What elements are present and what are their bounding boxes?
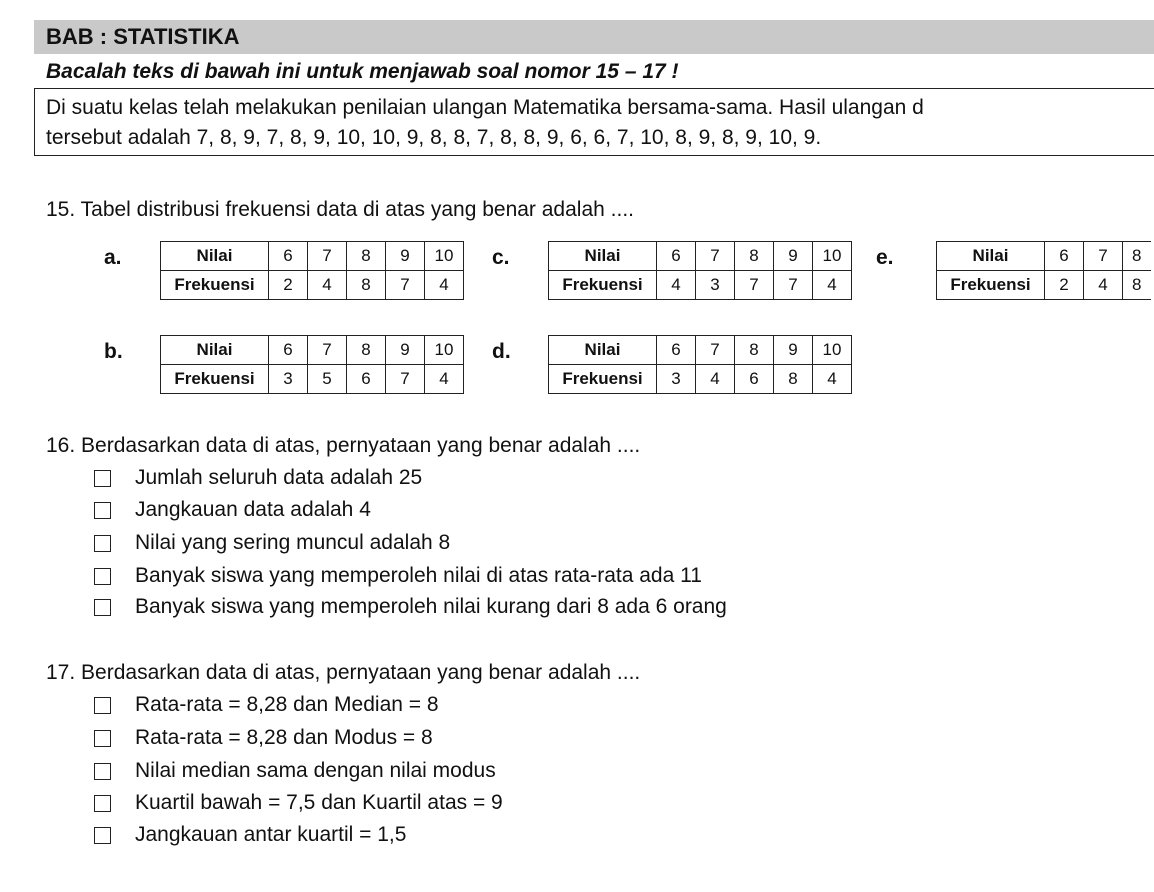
table-cell: 6: [347, 365, 386, 394]
table-row-values: [161, 242, 464, 271]
row-label-value: Nilai: [161, 242, 269, 271]
option-a-table: [160, 241, 464, 300]
table-cell: 4: [813, 271, 852, 300]
checkbox[interactable]: [94, 795, 111, 812]
table-cell: 4: [696, 365, 735, 394]
option-b-letter[interactable]: b.: [104, 340, 123, 363]
choice-label: Nilai yang sering muncul adalah 8: [135, 531, 451, 554]
table-row-values: [549, 336, 852, 365]
option-e-letter[interactable]: e.: [876, 246, 894, 269]
checkbox[interactable]: [94, 502, 111, 519]
table-cell: 8: [347, 336, 386, 365]
row-label-freq: Frekuensi: [161, 271, 269, 300]
choice-label: Kuartil bawah = 7,5 dan Kuartil atas = 9: [135, 791, 503, 814]
table-cell: 4: [813, 365, 852, 394]
choice-label: Nilai median sama dengan nilai modus: [135, 759, 496, 782]
chapter-title: BAB : STATISTIKA: [46, 24, 240, 49]
table-row-values: [161, 336, 464, 365]
choice-label: Jangkauan antar kuartil = 1,5: [135, 823, 407, 846]
row-label-value: Nilai: [161, 336, 269, 365]
table-cell: 9: [386, 336, 425, 365]
checkbox[interactable]: [94, 827, 111, 844]
q16-choice-4[interactable]: [92, 564, 702, 588]
table-cell: 7: [386, 271, 425, 300]
question-15: 15. Tabel distribusi frekuensi data di atas yang benar adalah ....: [46, 198, 634, 221]
table-row-freqs: [161, 365, 464, 394]
table-cell: 4: [308, 271, 347, 300]
table-row-freqs: [161, 271, 464, 300]
table-cell: 6: [269, 242, 308, 271]
table-cell: 4: [425, 365, 464, 394]
row-label-value: Nilai: [549, 242, 657, 271]
table-cell: 9: [774, 242, 813, 271]
checkbox[interactable]: [94, 568, 111, 585]
table-row-freqs: [937, 271, 1151, 300]
checkbox[interactable]: [94, 730, 111, 747]
instruction-text: Bacalah teks di bawah ini untuk menjawab soal nomor 15 – 17 !: [46, 60, 679, 83]
table-cell: 10: [813, 242, 852, 271]
option-d-letter[interactable]: d.: [492, 340, 511, 363]
table-cell: 6: [735, 365, 774, 394]
q17-choice-5[interactable]: [92, 823, 406, 847]
q17-choice-1[interactable]: [92, 693, 439, 717]
row-label-value: Nilai: [937, 242, 1045, 271]
table-cell: 3: [657, 365, 696, 394]
option-e-table: [936, 241, 1151, 300]
table-cell: 4: [1084, 271, 1123, 300]
q17-choice-4[interactable]: [92, 791, 503, 815]
table-cell: 8: [774, 365, 813, 394]
choice-label: Jangkauan data adalah 4: [135, 498, 371, 521]
table-cell: 7: [696, 242, 735, 271]
row-label-freq: Frekuensi: [937, 271, 1045, 300]
option-c-letter[interactable]: c.: [492, 246, 510, 269]
choice-label: Banyak siswa yang memperoleh nilai di atas rata-rata ada 11: [135, 564, 702, 587]
table-cell: 10: [425, 242, 464, 271]
table-cell: 9: [386, 242, 425, 271]
checkbox[interactable]: [94, 763, 111, 780]
q17-choice-3[interactable]: [92, 759, 496, 783]
table-cell: 7: [386, 365, 425, 394]
q16-choice-3[interactable]: [92, 531, 450, 555]
table-cell: 4: [657, 271, 696, 300]
choice-label: Banyak siswa yang memperoleh nilai kurang dari 8 ada 6 orang: [135, 595, 727, 618]
table-cell: 7: [1084, 242, 1123, 271]
table-cell: 10: [813, 336, 852, 365]
table-cell: 8: [1123, 242, 1151, 271]
table-cell: 8: [735, 336, 774, 365]
q16-choice-2[interactable]: [92, 498, 371, 522]
story-line-1: Di suatu kelas telah melakukan penilaian ulangan Matematika bersama-sama. Hasil ulangan d: [46, 96, 924, 119]
table-cell: 5: [308, 365, 347, 394]
table-cell: 7: [308, 336, 347, 365]
checkbox[interactable]: [94, 535, 111, 552]
table-cell: 2: [269, 271, 308, 300]
table-cell: 6: [1045, 242, 1084, 271]
table-cell: 7: [696, 336, 735, 365]
q16-choice-5[interactable]: [92, 595, 727, 619]
row-label-freq: Frekuensi: [549, 365, 657, 394]
table-cell: 3: [269, 365, 308, 394]
table-cell: 3: [696, 271, 735, 300]
table-row-values: [549, 242, 852, 271]
table-cell: 8: [1123, 271, 1151, 300]
table-cell: 7: [774, 271, 813, 300]
table-cell: 8: [735, 242, 774, 271]
choice-label: Rata-rata = 8,28 dan Median = 8: [135, 693, 439, 716]
question-16: 16. Berdasarkan data di atas, pernyataan yang benar adalah ....: [46, 434, 641, 457]
question-17: 17. Berdasarkan data di atas, pernyataan yang benar adalah ....: [46, 661, 641, 684]
table-row-freqs: [549, 365, 852, 394]
table-row-freqs: [549, 271, 852, 300]
story-line-2: tersebut adalah 7, 8, 9, 7, 8, 9, 10, 10, 9, 8, 8, 7, 8, 8, 9, 6, 6, 7, 10, 8, 9, 8, 9, 10, 9.: [46, 126, 822, 149]
table-cell: 6: [657, 336, 696, 365]
checkbox[interactable]: [94, 599, 111, 616]
q16-choice-1[interactable]: [92, 466, 422, 490]
q17-choice-2[interactable]: [92, 726, 433, 750]
table-cell: 7: [308, 242, 347, 271]
choice-label: Rata-rata = 8,28 dan Modus = 8: [135, 726, 433, 749]
table-cell: 9: [774, 336, 813, 365]
table-cell: 2: [1045, 271, 1084, 300]
choice-label: Jumlah seluruh data adalah 25: [135, 466, 423, 489]
table-cell: 7: [735, 271, 774, 300]
table-row-values: [937, 242, 1151, 271]
row-label-freq: Frekuensi: [549, 271, 657, 300]
table-cell: 8: [347, 271, 386, 300]
row-label-freq: Frekuensi: [161, 365, 269, 394]
row-label-value: Nilai: [549, 336, 657, 365]
checkbox[interactable]: [94, 697, 111, 714]
option-d-table: [548, 335, 852, 394]
table-cell: 4: [425, 271, 464, 300]
option-c-table: [548, 241, 852, 300]
option-a-letter[interactable]: a.: [104, 246, 122, 269]
table-cell: 6: [269, 336, 308, 365]
table-cell: 10: [425, 336, 464, 365]
table-cell: 8: [347, 242, 386, 271]
table-cell: 6: [657, 242, 696, 271]
checkbox[interactable]: [94, 470, 111, 487]
option-b-table: [160, 335, 464, 394]
